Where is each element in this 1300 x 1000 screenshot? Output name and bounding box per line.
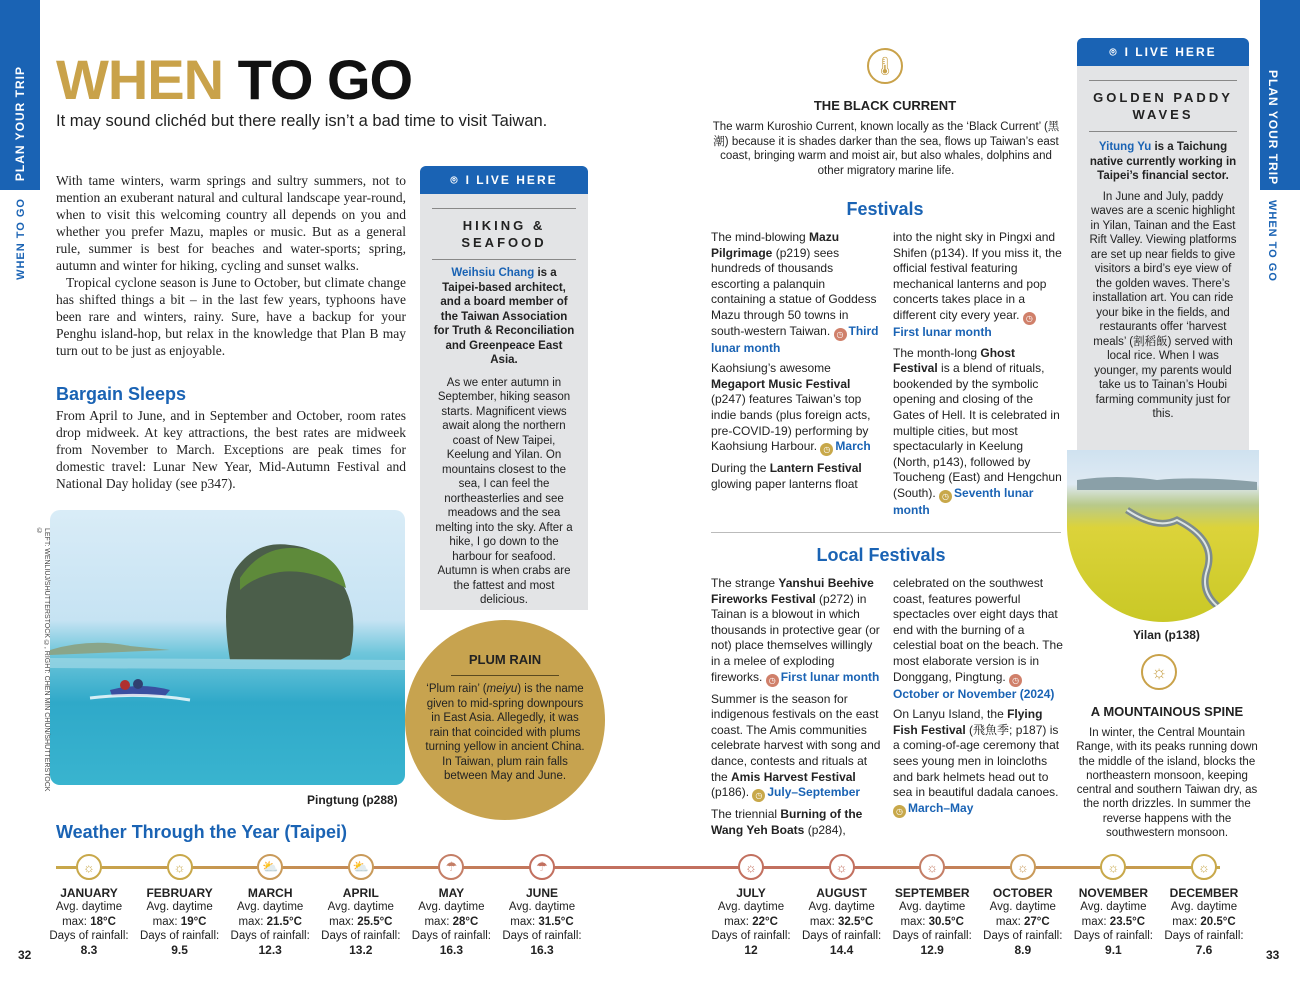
sun-icon: ☼ xyxy=(167,854,193,880)
weather-month xyxy=(316,886,406,957)
festival-paragraph xyxy=(893,346,1063,519)
rain-days-value: 12.9 xyxy=(920,943,944,958)
month-name: JANUARY xyxy=(60,886,118,900)
local-col-2 xyxy=(893,576,1063,823)
calendar-icon: ◷ xyxy=(766,674,779,687)
sun-icon: ☼ xyxy=(738,854,764,880)
festival-post: glowing paper lanterns float xyxy=(711,476,858,491)
max-temp-value: 32.5°C xyxy=(838,915,874,928)
max-label: max: xyxy=(152,915,181,928)
max-temp-value: 28°C xyxy=(452,915,479,928)
festival-when: First lunar month xyxy=(780,669,880,684)
month-name: AUGUST xyxy=(816,886,867,900)
location-pin-icon: ⌾ xyxy=(450,172,460,187)
rain-label: Days of rainfall: xyxy=(502,929,582,942)
festival-paragraph xyxy=(711,576,881,687)
divider xyxy=(432,208,576,209)
sun-icon: ☼ xyxy=(1010,854,1036,880)
plum-text-b: ) is the name given to mid-spring downpours in East Asia. Allegedly, it was rain that coincided with plums turning yellow in ancient China. In Taiwan, plum rain falls between May and June. xyxy=(425,683,585,782)
festivals-heading: Festivals xyxy=(846,199,924,219)
rain-days-value: 9.5 xyxy=(171,943,188,958)
month-name: JUNE xyxy=(525,886,558,900)
festival-post: (飛魚季; p187) is a coming-of-age ceremony that sees young men in loincloths and bark helmets head out to sea in beautiful dadala canoes. xyxy=(893,722,1060,800)
pingtung-caption: Pingtung (p288) xyxy=(307,793,398,807)
avg-label: Avg. daytime xyxy=(146,901,213,914)
right-tab-label: PLAN YOUR TRIP xyxy=(1266,70,1280,186)
avg-label: Avg. daytime xyxy=(808,901,875,914)
body-paragraph-2: Tropical cyclone season is June to October, but climate change has shifted things a bit – in the last few years, typhoons have been rare and winters, rainy. Sure, have a backup for your Penghu island-hop, but relax in the knowledge that Plan B may turn out to be just as enjoyable. xyxy=(56,275,406,358)
month-name: MARCH xyxy=(247,886,293,900)
weather-month xyxy=(706,886,796,957)
max-temp-line xyxy=(887,915,977,929)
month-name: SEPTEMBER xyxy=(894,886,970,900)
rain-days-value: 16.3 xyxy=(439,943,464,958)
avg-label: Avg. daytime xyxy=(418,901,485,914)
festival-post: (p284), xyxy=(804,822,846,837)
festival-b: Burning of the Wang Yeh Boats xyxy=(711,807,863,837)
festival-pre: The strange xyxy=(711,576,779,590)
calendar-icon: ◷ xyxy=(893,805,906,818)
live-here-text: As we enter autumn in September, hiking season starts. Magnificent views await along the northern coast of New Taipei, Keelung and Yilan. On mountains closest to the sea, I can feel the northeasterlies and see meadows and the sea melting into the sky. After a hike, I go down to the harbour for seafood. Autumn is when crabs are the fattest and most delicious. xyxy=(435,376,573,606)
spine-text: In winter, the Central Mountain Range, with its peaks running down the middle of the island, blocks the northeastern monsoon, keeping central and southern Taiwan dry, as the north drizzles. In summer the reverse happens with the southwestern monsoon. xyxy=(1076,727,1258,840)
festival-pre: Summer is the season for indigenous festivals on the east coast. The Amis communities celebrate harvest with song and dance, contests and rituals at the xyxy=(711,691,881,784)
rain-days-value: 12.3 xyxy=(258,943,282,958)
max-label: max: xyxy=(510,915,539,928)
right-sub-label: WHEN TO GO xyxy=(1266,200,1278,282)
festival-pre: On Lanyu Island, the xyxy=(893,707,1008,722)
festival-post: (p219) sees hundreds of thousands escorting a palanquin containing a statue of Goddess Mazu through 50 towns in south-western Taiwan. xyxy=(711,245,877,338)
sun-icon: ☼ xyxy=(1141,654,1177,690)
location-pin-icon: ⌾ xyxy=(1109,44,1119,59)
max-temp-line xyxy=(978,915,1068,929)
weather-month xyxy=(1159,886,1249,957)
festival-post: (p247) features Taiwan’s top indie bands (plus foreign acts, pre-COVID-19) performing by Kaohsiung Harbour. xyxy=(711,392,871,454)
max-temp-value: 18°C xyxy=(90,915,116,928)
yilan-caption: Yilan (p138) xyxy=(1133,628,1200,642)
festival-when: July–September xyxy=(767,785,861,800)
avg-label: Avg. daytime xyxy=(508,901,576,914)
plum-text-em: meiyu xyxy=(486,683,518,695)
festival-when: March xyxy=(835,439,871,454)
weather-month xyxy=(44,886,134,957)
avg-label: Avg. daytime xyxy=(1170,901,1238,914)
festival-paragraph xyxy=(711,807,881,838)
rain-days-value: 13.2 xyxy=(349,943,373,958)
festival-post: (p186). xyxy=(711,785,753,800)
month-name: DECEMBER xyxy=(1169,886,1239,900)
month-name: FEBRUARY xyxy=(146,886,213,900)
sun-icon: ☼ xyxy=(919,854,945,880)
avg-label: Avg. daytime xyxy=(237,901,304,914)
left-tab-label: PLAN YOUR TRIP xyxy=(13,66,27,182)
calendar-icon: ◷ xyxy=(820,443,833,456)
live-here-bio xyxy=(432,266,576,368)
plum-rain-title: PLUM RAIN xyxy=(468,652,542,667)
festival-pre: The mind-blowing xyxy=(711,230,810,244)
festival-b: Amis Harvest Festival xyxy=(731,769,856,784)
author-bio: is a Taipei-based architect, and a board member of the Taiwan Association for Truth & Reconciliation and Greenpeace East Asia. xyxy=(433,267,575,366)
calendar-icon: ◷ xyxy=(1023,312,1036,325)
festival-pre: During the xyxy=(711,461,770,476)
weather-month xyxy=(887,886,977,957)
avg-label: Avg. daytime xyxy=(1080,901,1147,914)
calendar-icon: ◷ xyxy=(752,789,765,802)
rain-label: Days of rainfall: xyxy=(49,929,129,942)
rain-icon: ☂ xyxy=(438,854,464,880)
page-number-left: 32 xyxy=(18,948,32,962)
thermometer-icon: 🌡 xyxy=(867,48,903,84)
festivals-col-1 xyxy=(711,230,881,497)
weather-timeline-left xyxy=(56,866,590,869)
paddy-illustration xyxy=(1067,450,1259,622)
author-name: Yitung Yu xyxy=(1098,141,1152,153)
live-here-header xyxy=(1077,38,1249,66)
local-festivals-heading: Local Festivals xyxy=(816,545,946,565)
festival-pre: into the night sky in Pingxi and Shifen (p134). If you miss it, the official festival featuring mechanical lanterns and pop concerts takes place in a different city every year. xyxy=(893,230,1062,322)
max-label: max: xyxy=(329,915,358,928)
rain-days-value: 7.6 xyxy=(1195,943,1213,958)
max-temp-value: 30.5°C xyxy=(928,915,964,928)
max-temp-line xyxy=(1159,915,1249,929)
sun-cloud-icon: ⛅ xyxy=(257,854,283,880)
festival-b: Yanshui Beehive Fireworks Festival xyxy=(711,576,874,606)
festival-pre: celebrated on the southwest coast, features powerful spectacles over eight days that end with the burning of a celestial boat on the beach. The most elaborate version is in Donggang, Pingtung. xyxy=(893,576,1063,684)
rain-days-value: 12 xyxy=(744,943,758,958)
month-name: JULY xyxy=(736,886,766,900)
weather-month xyxy=(406,886,496,957)
live-here-title: GOLDEN PADDY WAVES xyxy=(1093,90,1233,122)
plum-text-a: ‘Plum rain’ ( xyxy=(426,683,487,695)
month-name: APRIL xyxy=(342,886,379,900)
avg-label: Avg. daytime xyxy=(717,901,785,914)
sun-icon: ☼ xyxy=(1191,854,1217,880)
yilan-photo xyxy=(1067,450,1259,622)
max-label: max: xyxy=(724,915,753,928)
festival-paragraph xyxy=(711,230,881,356)
festival-b: Lantern Festival xyxy=(769,461,862,476)
body-text xyxy=(56,172,406,359)
sun-icon: ☼ xyxy=(76,854,102,880)
rain-days-value: 16.3 xyxy=(530,943,554,958)
rain-icon: ☂ xyxy=(529,854,555,880)
divider xyxy=(1089,131,1237,132)
max-temp-value: 21.5°C xyxy=(266,915,302,928)
festival-paragraph xyxy=(711,361,881,456)
max-temp-line xyxy=(225,915,315,929)
festivals-col-2 xyxy=(893,230,1063,524)
author-bio: is a Taichung native currently working in Taipei’s financial sector. xyxy=(1089,141,1237,182)
calendar-icon: ◷ xyxy=(1009,674,1022,687)
festival-when: March–May xyxy=(908,800,974,815)
max-temp-line xyxy=(135,915,225,929)
weather-month xyxy=(1068,886,1158,957)
max-temp-value: 27°C xyxy=(1024,915,1050,928)
max-temp-value: 25.5°C xyxy=(357,915,393,928)
live-here-title: HIKING & SEAFOOD xyxy=(461,218,547,250)
bargain-heading: Bargain Sleeps xyxy=(56,384,187,404)
weather-month xyxy=(797,886,887,957)
festival-paragraph xyxy=(711,461,881,492)
festival-post: (p272) in Tainan is a blowout in which thousands in protective gear (or not) place themselves willingly in a melee of exploding fireworks. xyxy=(711,591,880,684)
black-current-title: THE BLACK CURRENT xyxy=(813,98,957,113)
author-name: Weihsiu Chang xyxy=(451,267,535,279)
divider xyxy=(432,259,576,260)
weather-month xyxy=(225,886,315,957)
festival-b: Mazu Pilgrimage xyxy=(711,230,840,260)
pingtung-photo xyxy=(50,510,405,785)
max-label: max: xyxy=(62,915,91,928)
max-temp-value: 19°C xyxy=(180,915,207,928)
calendar-icon: ◷ xyxy=(939,490,952,503)
divider xyxy=(1089,80,1237,81)
festival-pre: Kaohsiung’s awesome xyxy=(711,361,831,376)
rain-days-value: 8.3 xyxy=(80,943,98,958)
live-here-label: I LIVE HERE xyxy=(465,173,558,187)
festival-when: October or November (2024) xyxy=(893,686,1055,701)
festival-when: Seventh lunar month xyxy=(893,485,1034,517)
avg-label: Avg. daytime xyxy=(989,901,1056,914)
rain-label: Days of rainfall: xyxy=(321,929,401,942)
festival-pre: The month-long xyxy=(893,345,981,360)
max-temp-line xyxy=(1068,915,1158,929)
festival-paragraph xyxy=(893,707,1063,818)
page-title xyxy=(56,50,412,110)
max-temp-line xyxy=(406,915,496,929)
rain-days-value: 9.1 xyxy=(1105,943,1122,958)
plum-rain-circle xyxy=(405,620,605,820)
max-temp-value: 31.5°C xyxy=(538,915,574,928)
divider xyxy=(711,532,1061,533)
sun-icon: ☼ xyxy=(829,854,855,880)
max-temp-line xyxy=(316,915,406,929)
left-sub-label: WHEN TO GO xyxy=(15,198,27,280)
black-current-text: The warm Kuroshio Current, known locally as the ‘Black Current’ (黑潮) because it is shades darker than the sea, flows up Taiwan’s east coast, bringing warm and moist air, but also whales, dolphins and other migratory marine life. xyxy=(712,121,1060,177)
max-temp-line xyxy=(706,915,796,929)
bargain-text: From April to June, and in September and October, room rates drop midweek. At key attractions, the best rates are midweek from November to March. Exceptions are peak times for domestic travel: Lunar New Year, Mid-Autumn Festival and National Day holiday (see p347). xyxy=(56,408,406,491)
festival-b: Megaport Music Festival xyxy=(711,376,851,391)
festival-pre: The triennial xyxy=(711,807,781,822)
rain-days-value: 14.4 xyxy=(829,943,854,958)
rain-label: Days of rainfall: xyxy=(411,929,492,942)
month-name: NOVEMBER xyxy=(1078,886,1149,900)
local-col-1 xyxy=(711,576,881,843)
max-temp-value: 23.5°C xyxy=(1109,915,1146,928)
rain-label: Days of rainfall: xyxy=(139,929,220,942)
rain-label: Days of rainfall: xyxy=(1164,929,1244,942)
live-here-box-paddy xyxy=(1077,38,1249,450)
max-label: max: xyxy=(995,915,1024,928)
max-label: max: xyxy=(1172,915,1201,928)
weather-heading: Weather Through the Year (Taipei) xyxy=(56,822,348,842)
rain-days-value: 8.9 xyxy=(1014,943,1032,958)
page-number-right: 33 xyxy=(1266,948,1280,962)
festival-b: Flying Fish Festival xyxy=(893,707,1043,737)
festival-when: Third lunar month xyxy=(711,323,879,355)
seascape-illustration xyxy=(50,510,405,785)
avg-label: Avg. daytime xyxy=(899,901,966,914)
calendar-icon: ◷ xyxy=(834,328,847,341)
max-temp-value: 20.5°C xyxy=(1200,915,1236,928)
max-temp-line xyxy=(44,915,134,929)
max-temp-value: 22°C xyxy=(752,915,778,928)
festival-paragraph xyxy=(893,576,1063,702)
photo-credit: LEFT: WENLIUJ/SHUTTERSTOCK ©, RIGHT: CHEN MIN CHUN/SHUTTERSTOCK © xyxy=(36,528,50,792)
festival-when: First lunar month xyxy=(893,324,992,339)
live-here-box-hiking xyxy=(420,166,588,610)
rain-label: Days of rainfall: xyxy=(1073,929,1154,942)
rain-label: Days of rainfall: xyxy=(983,929,1063,942)
plum-rain-text xyxy=(421,682,589,784)
max-label: max: xyxy=(1081,915,1110,928)
title-part1: WHEN xyxy=(56,48,224,111)
weather-month xyxy=(135,886,225,957)
max-temp-line xyxy=(797,915,887,929)
festival-paragraph xyxy=(711,692,881,803)
max-label: max: xyxy=(424,915,453,928)
rain-label: Days of rainfall: xyxy=(711,929,791,942)
body-paragraph-1: With tame winters, warm springs and sultry summers, not to mention an exuberant natural and cultural landscape year-round, when to visit this welcoming country all depends on you and whether you prefer Mazu, maples or music. But as a general rule, summer is best for beaches and water-sports; spring, autumn and winter for hiking, cycling and sunset walks. xyxy=(56,173,406,273)
live-here-text: In June and July, paddy waves are a scenic highlight in Yilan, Tainan and the East Rift Valley. Viewing platforms are set up near fields to give visitors a bird’s eye view of the golden waves. There’s installation art. You can ride your bike in the fields, and restaurants offer ‘harvest meals’ (割稻飯) served with local rice. When I was younger, my parents would take us to Tainan’s Houbi farming community just for this. xyxy=(1089,190,1237,420)
avg-label: Avg. daytime xyxy=(327,901,394,914)
intro-text: It may sound clichéd but there really isn’t a bad time to visit Taiwan. xyxy=(56,112,548,130)
weather-month xyxy=(978,886,1068,957)
festival-b: Ghost Festival xyxy=(893,345,1016,376)
divider xyxy=(451,675,559,676)
live-here-header xyxy=(420,166,588,194)
rain-label: Days of rainfall: xyxy=(801,929,882,942)
festival-paragraph xyxy=(893,230,1063,341)
max-temp-line xyxy=(497,915,587,929)
rain-label: Days of rainfall: xyxy=(892,929,972,942)
live-here-label: I LIVE HERE xyxy=(1124,45,1217,59)
festival-post: is a blend of rituals, bookended by the symbolic opening and closing of the Gates of Hell. It is celebrated in multiple cities, but most spectacularly in Keelung (North, p143), followed by Toucheng (East) and Hengchun (South). xyxy=(893,361,1062,500)
max-label: max: xyxy=(900,915,929,928)
title-part2: TO GO xyxy=(237,48,413,111)
sun-cloud-icon: ⛅ xyxy=(348,854,374,880)
rain-label: Days of rainfall: xyxy=(230,929,310,942)
spine-title: A MOUNTAINOUS SPINE xyxy=(1090,704,1244,719)
sun-icon: ☼ xyxy=(1100,854,1126,880)
max-label: max: xyxy=(809,915,838,928)
live-here-bio xyxy=(1089,140,1237,184)
month-name: OCTOBER xyxy=(992,886,1053,900)
avg-label: Avg. daytime xyxy=(55,901,123,914)
weather-month xyxy=(497,886,587,957)
month-name: MAY xyxy=(438,886,465,900)
max-label: max: xyxy=(238,915,267,928)
